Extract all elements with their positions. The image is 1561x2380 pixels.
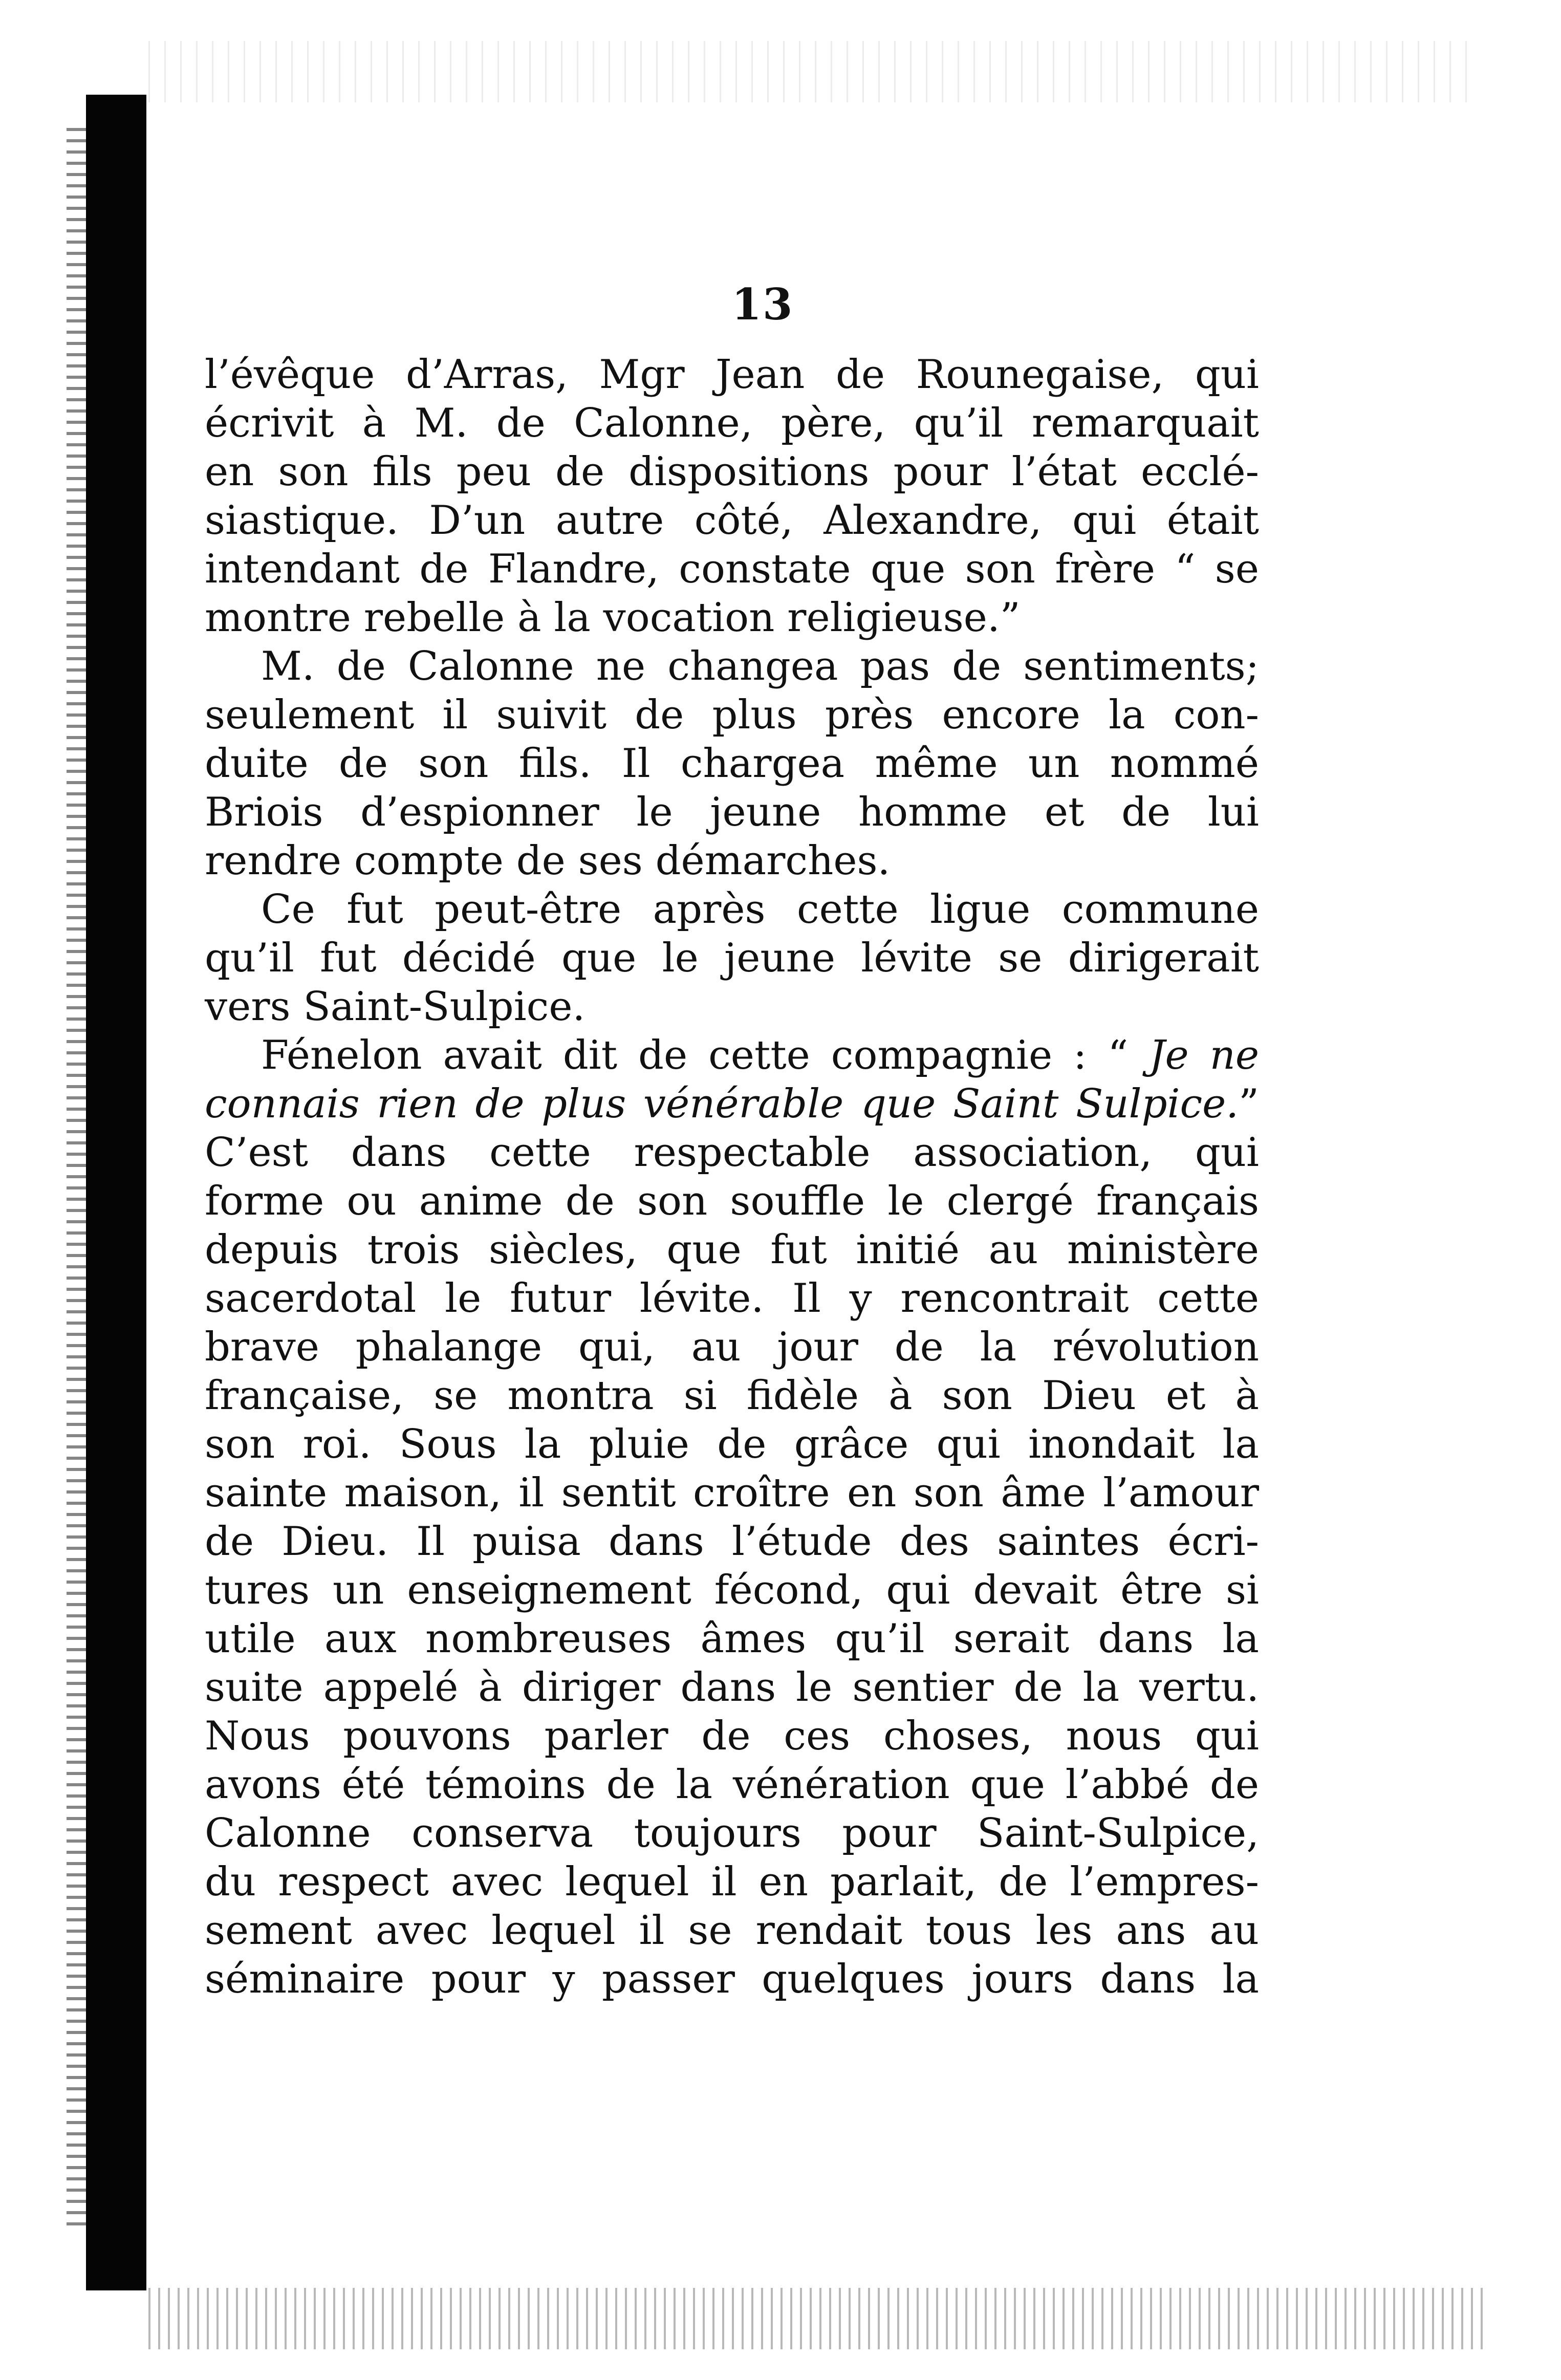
text-line: de Dieu. Il puisa dans l’étude des saintes écri- <box>205 1519 1259 1565</box>
text-line: Briois d’espionner le jeune homme et de lui <box>205 789 1259 835</box>
body-text <box>205 351 1259 2004</box>
scan-noise-top <box>148 41 1479 102</box>
text-line: avons été témoins de la vénération que l’abbé de <box>205 1762 1259 1808</box>
text-line: forme ou anime de son souffle le clergé français <box>205 1178 1259 1224</box>
quote-italic: connais rien de plus vénérable que Saint Sulpice. <box>205 1081 1239 1127</box>
text-line: brave phalange qui, au jour de la révolution <box>205 1324 1259 1370</box>
quote-italic: Je ne <box>1149 1032 1259 1078</box>
text-line: française, se montra si fidèle à son Dieu et à <box>205 1373 1259 1419</box>
text-line: Ce fut peut-être après cette ligue commune <box>261 886 1259 933</box>
text-line: intendant de Flandre, constate que son frère “ se <box>205 546 1259 592</box>
text-line: écrivit à M. de Calonne, père, qu’il remarquait <box>205 400 1259 446</box>
text-line: du respect avec lequel il en parlait, de l’empres- <box>205 1859 1259 1905</box>
text-line: Nous pouvons parler de ces choses, nous qui <box>205 1713 1259 1759</box>
text-line: en son fils peu de dispositions pour l’état ecclé- <box>205 449 1259 495</box>
text-line: rendre compte de ses démarches. <box>205 838 891 884</box>
text-line: séminaire pour y passer quelques jours dans la <box>205 1956 1259 2002</box>
text-line: utile aux nombreuses âmes qu’il serait dans la <box>205 1616 1259 1662</box>
text-line: M. de Calonne ne changea pas de sentiments; <box>261 643 1259 689</box>
text-line: sacerdotal le futur lévite. Il y rencontrait cette <box>205 1275 1259 1322</box>
text-line: son roi. Sous la pluie de grâce qui inondait la <box>205 1421 1259 1467</box>
binding-edge <box>67 128 87 2226</box>
text-line: C’est dans cette respectable association, qui <box>205 1130 1259 1176</box>
text-line: montre rebelle à la vocation religieuse.” <box>205 595 1021 641</box>
text-line: connais rien de plus vénérable que Saint Sulpice.” <box>205 1081 1259 1127</box>
text-line: tures un enseignement fécond, qui devait être si <box>205 1567 1259 1613</box>
text-line: siastique. D’un autre côté, Alexandre, qui était <box>205 497 1259 544</box>
text-line: qu’il fut décidé que le jeune lévite se dirigerait <box>205 935 1259 981</box>
text-line: suite appelé à diriger dans le sentier de la vertu. <box>205 1664 1259 1711</box>
binding-strip <box>86 95 146 2290</box>
text-line: Fénelon avait dit de cette compagnie : “ Je ne <box>261 1032 1259 1078</box>
scan-noise-bottom <box>148 2288 1489 2349</box>
text-line: depuis trois siècles, que fut initié au ministère <box>205 1227 1259 1273</box>
text-line: sement avec lequel il se rendait tous les ans au <box>205 1908 1259 1954</box>
text-line: Calonne conserva toujours pour Saint-Sulpice, <box>205 1810 1259 1856</box>
text-line: duite de son fils. Il chargea même un nommé <box>205 741 1259 787</box>
text-line: seulement il suivit de plus près encore la con- <box>205 692 1259 738</box>
text-line: l’évêque d’Arras, Mgr Jean de Rounegaise, qui <box>205 352 1259 398</box>
text-line: sainte maison, il sentit croître en son âme l’amour <box>205 1470 1259 1516</box>
page-number: 13 <box>731 279 794 330</box>
text-line: vers Saint-Sulpice. <box>205 984 586 1030</box>
